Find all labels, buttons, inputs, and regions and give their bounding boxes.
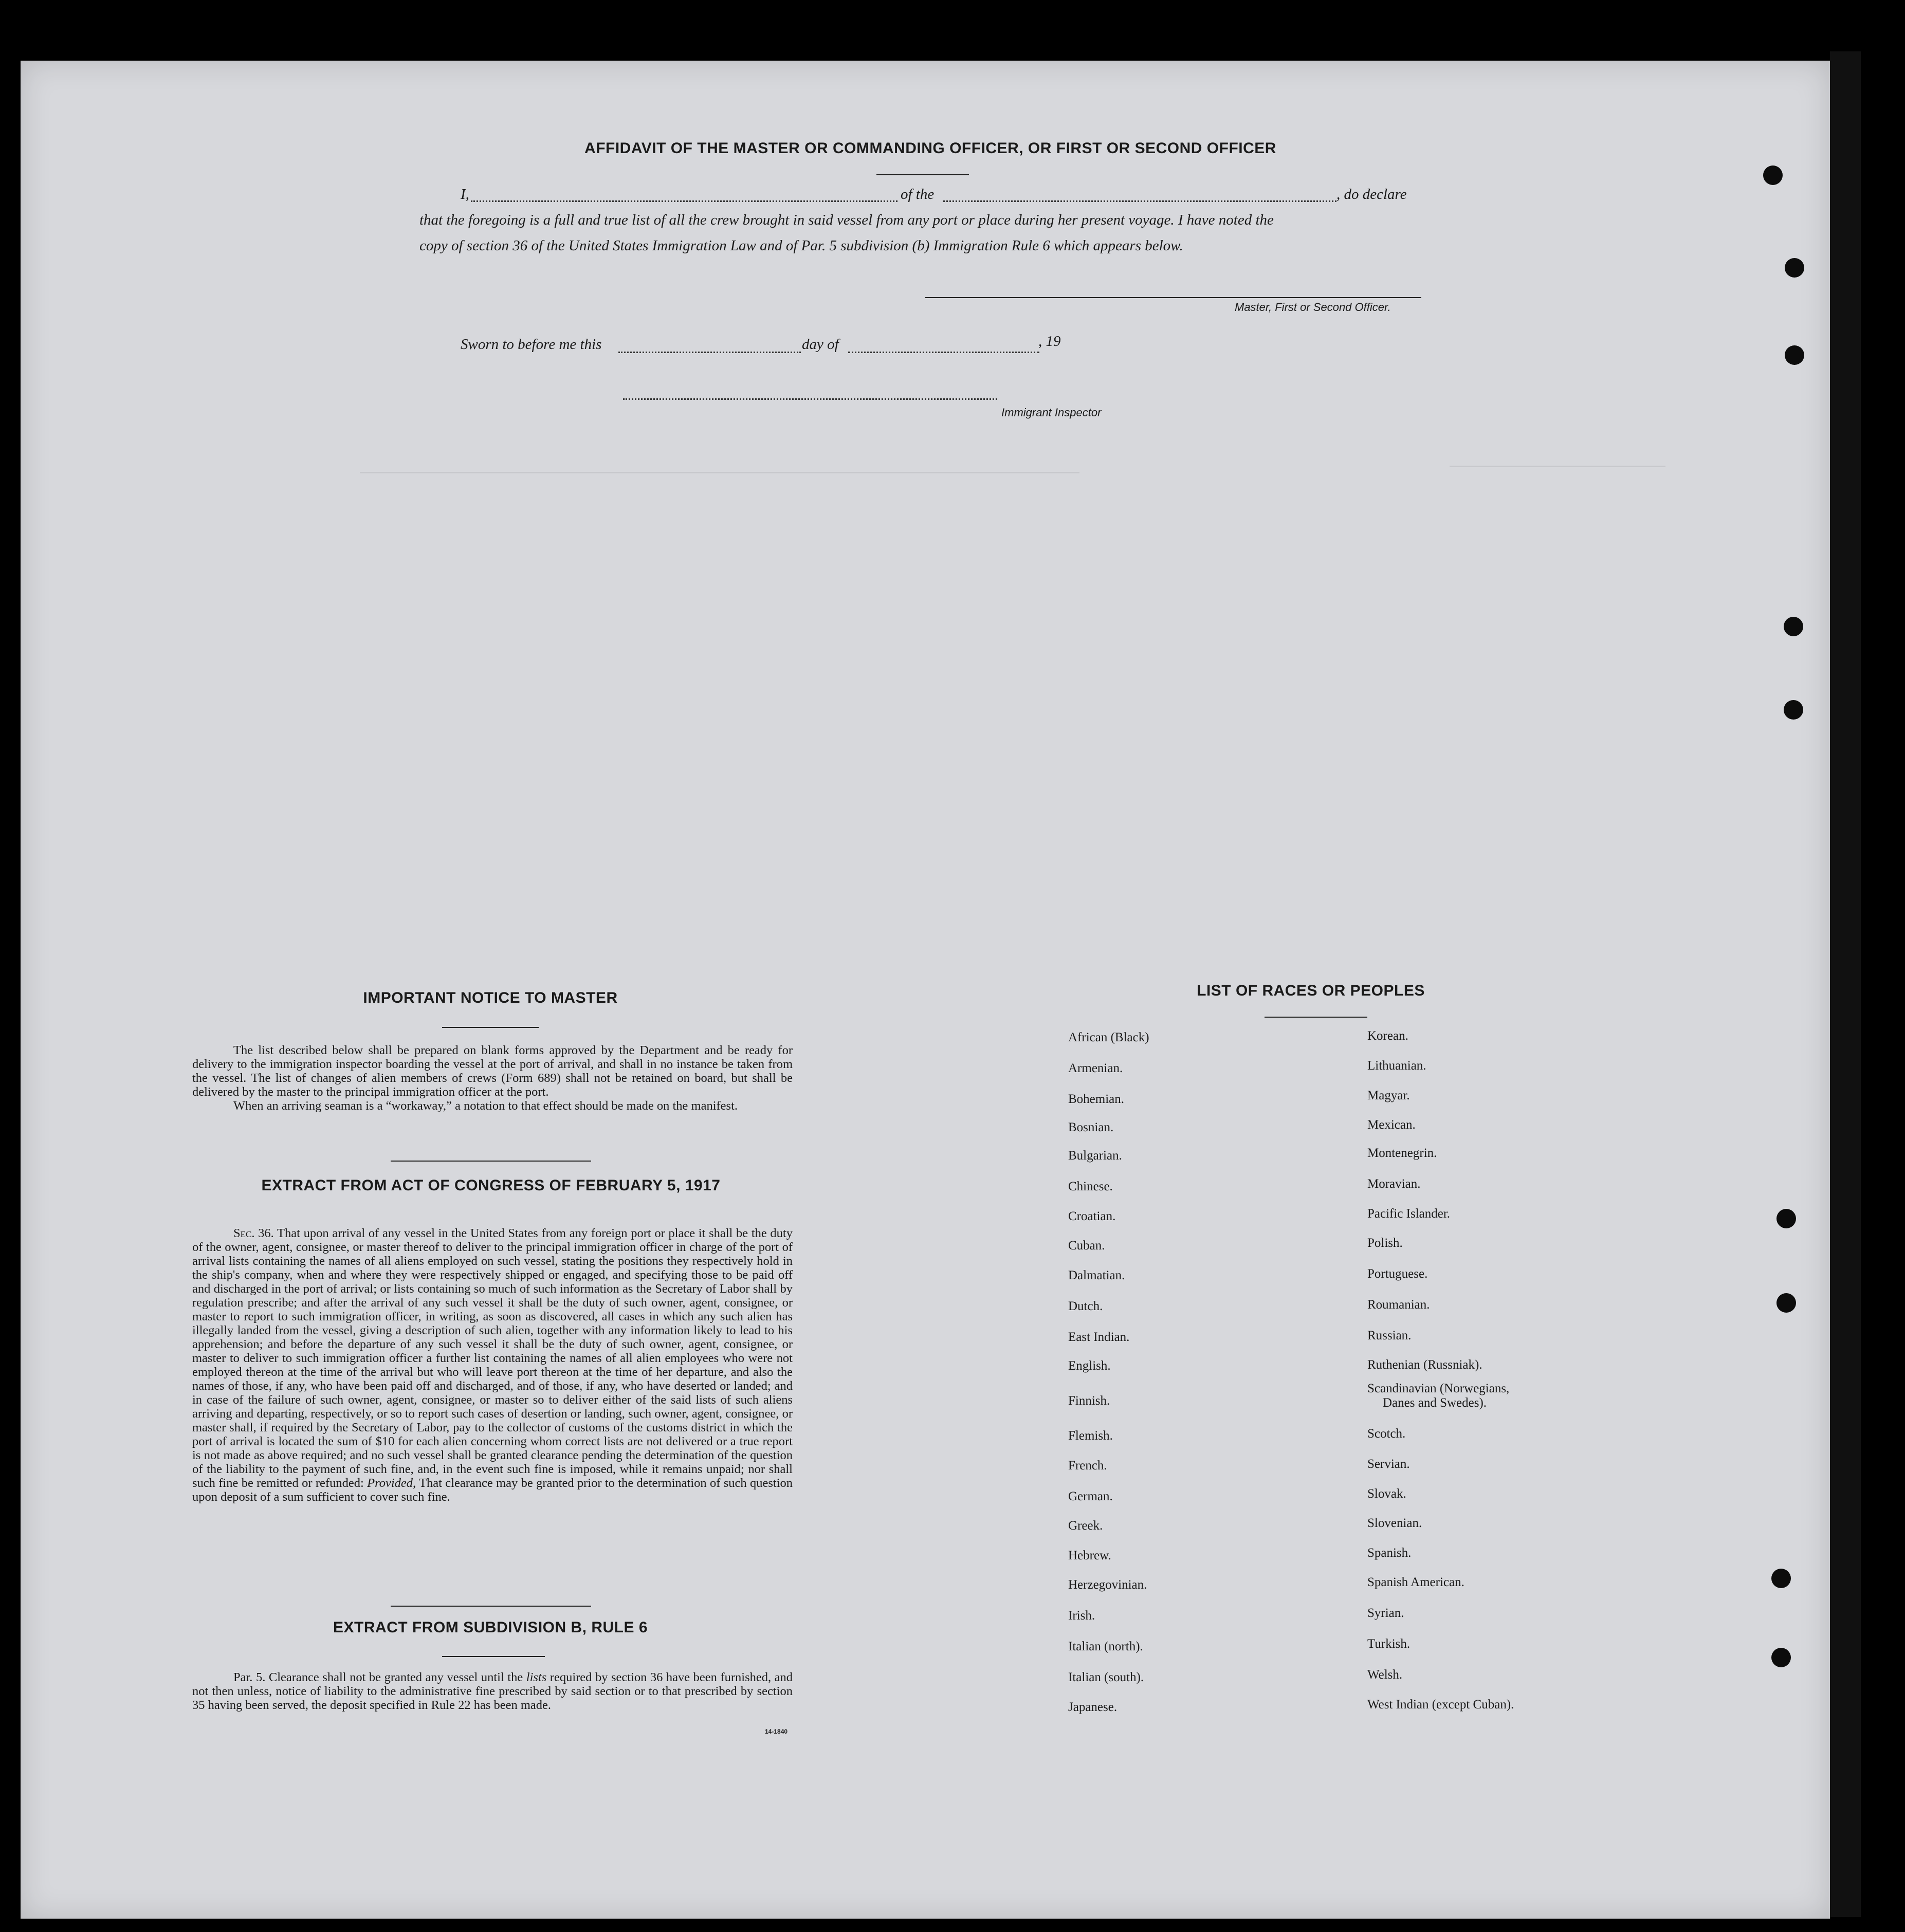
race-item-left: English. (1068, 1359, 1111, 1373)
race-item-right: West Indian (except Cuban). (1367, 1698, 1514, 1712)
race-item-right: Slovenian. (1367, 1516, 1422, 1530)
race-item-left: Herzegovinian. (1068, 1578, 1147, 1592)
race-item-left: Bosnian. (1068, 1120, 1114, 1134)
race-item-left: Finnish. (1068, 1394, 1110, 1408)
form-number: 14-1840 (765, 1728, 788, 1735)
sworn-prefix: Sworn to before me this (461, 336, 602, 353)
race-item-right: Roumanian. (1367, 1298, 1430, 1312)
bleed-through-mark (360, 472, 1079, 473)
rule-paragraph (192, 1670, 793, 1712)
sworn-date-field[interactable] (618, 352, 801, 353)
race-item-left: Bulgarian. (1068, 1149, 1122, 1163)
section-label: Sec. 36. (233, 1226, 274, 1240)
race-item-right: Scotch. (1367, 1427, 1406, 1441)
master-signature-line[interactable] (925, 297, 1421, 298)
section-36-text: That upon arrival of any vessel in the United States from any foreign port or place it shall be the duty of the owner, agent, consignee, or master thereof to deliver to the principal immigration officer in charge of the port of arrival lists containing the names of all aliens employed on such vessel, stating the positions they respectively hold in the ship's company, when and where they were respectively shipped or engaged, and specifying those to be paid off and discharged in the port of arrival; or lists containing so much of such information as the Secretary of Labor shall by regulation prescribe; and after the arrival of any such vessel it shall be the duty of such owner, agent, consignee, or master to report to such immigration officer, in writing, as soon as discovered, all cases in which any such alien has illegally landed from the vessel, giving a description of such alien, together with any information likely to lead to his apprehension; and before the departure of any such vessel it shall be the duty of such owner, agent, consignee, or master to deliver to such immigration officer a further list containing the names of all alien employees who were not employed thereon at the time of the arrival but who will leave port thereon at the time of her departure, and also the names of those, if any, who have been paid off and discharged, and of those, if any, who have deserted or landed; and in case of the failure of such owner, agent, consignee, or master so to deliver either of the said lists of such aliens arriving and departing, respectively, or so to report such cases of desertion or landing, such owner, agent, consignee, or master shall, if required by the Secretary of Labor, pay to the collector of customs of the customs district in which the port of arrival is located the sum of $10 for each alien concerning whom correct lists are not delivered or a true report is not made as above required; and no such vessel shall be granted clearance pending the determination of the question of the liability to the payment of such fine, and, in the event such fine is imposed, while it remains unpaid; nor shall such fine be remitted or refunded: (192, 1226, 793, 1490)
sworn-month-field[interactable] (848, 352, 1039, 353)
do-declare-label: , do declare (1336, 186, 1407, 203)
binder-hole-icon (1776, 1209, 1796, 1228)
declarant-name-field[interactable] (471, 200, 897, 202)
race-item-right: Slovak. (1367, 1487, 1406, 1501)
extract-rule-body (192, 1670, 793, 1712)
race-item-left: Hebrew. (1068, 1549, 1111, 1562)
inspector-label: Immigrant Inspector (1001, 406, 1102, 419)
sworn-year-label: , 19 (1038, 333, 1061, 349)
race-item-left: Japanese. (1068, 1700, 1118, 1714)
race-item-right: Polish. (1367, 1236, 1403, 1250)
race-item-left: Bohemian. (1068, 1092, 1125, 1106)
extract-act-title: EXTRACT FROM ACT OF CONGRESS OF FEBRUARY 5, 1917 (261, 1177, 721, 1194)
race-item-right: Korean. (1367, 1029, 1408, 1043)
race-item-left: Italian (north). (1068, 1640, 1143, 1653)
race-item-right: Servian. (1367, 1457, 1410, 1471)
bleed-through-mark (1450, 466, 1665, 467)
page-edge-shadow (1830, 51, 1861, 1917)
race-item-right: Magyar. (1367, 1089, 1410, 1102)
race-item-right: Scandinavian (Norwegians, (1367, 1382, 1510, 1395)
race-item-left: French. (1068, 1459, 1107, 1473)
affidavit-statement-line3: copy of section 36 of the United States Immigration Law and of Par. 5 subdivision (b) Immigration Rule 6 which appears below. (419, 237, 1183, 254)
race-item-left: Dalmatian. (1068, 1268, 1125, 1282)
inspector-signature-line[interactable] (623, 398, 997, 400)
section-divider (391, 1161, 591, 1162)
lists-word: lists (526, 1670, 547, 1684)
race-item-left: Flemish. (1068, 1429, 1113, 1443)
race-item-left: Dutch. (1068, 1299, 1103, 1313)
section-36-paragraph (192, 1226, 793, 1504)
notice-paragraph-1: The list described below shall be prepared on blank forms approved by the Department and be ready for delivery to the immigration inspector boarding the vessel at the port of arrival, and shall in no instance be taken from the vessel. The list of changes of alien members of crews (Form 689) shall not be retained on board, but shall be delivered by the master to the principal immigration officer at the port. (192, 1043, 793, 1099)
race-item-left: East Indian. (1068, 1330, 1130, 1344)
extract-rule-title-rule (442, 1656, 545, 1657)
race-item-left: Italian (south). (1068, 1670, 1144, 1684)
binder-hole-icon (1785, 345, 1804, 365)
extract-rule-title: EXTRACT FROM SUBDIVISION B, RULE 6 (333, 1619, 648, 1636)
extract-act-body (192, 1226, 793, 1504)
rule-text-a: Par. 5. Clearance shall not be granted any vessel until the (233, 1670, 523, 1684)
race-item-right: Portuguese. (1367, 1267, 1428, 1281)
race-item-left: German. (1068, 1489, 1113, 1503)
binder-hole-icon (1784, 700, 1803, 720)
notice-title-rule (442, 1027, 539, 1028)
binder-hole-icon (1785, 258, 1804, 278)
binder-hole-icon (1784, 617, 1803, 636)
race-item-right: Lithuanian. (1367, 1059, 1426, 1073)
affidavit-statement-line2: that the foregoing is a full and true list of all the crew brought in said vessel from any port or place during her present voyage. I have noted the (419, 212, 1274, 228)
race-item-left: Croatian. (1068, 1209, 1116, 1223)
binder-hole-icon (1763, 165, 1783, 185)
binder-hole-icon (1771, 1569, 1791, 1588)
race-item-left: Chinese. (1068, 1180, 1113, 1193)
notice-body (192, 1043, 793, 1113)
race-item-right: Russian. (1367, 1329, 1412, 1342)
race-item-right: Turkish. (1367, 1637, 1411, 1651)
race-item-right: Welsh. (1367, 1668, 1403, 1682)
races-title-rule (1265, 1017, 1367, 1018)
notice-title: IMPORTANT NOTICE TO MASTER (363, 989, 618, 1006)
binder-hole-icon (1771, 1648, 1791, 1667)
section-divider (391, 1606, 591, 1607)
vessel-name-field[interactable] (943, 200, 1336, 202)
binder-hole-icon (1776, 1293, 1796, 1313)
rule-text-b: required by section 36 have been furnished, and not then unless, notice of liability to the administrative fine prescribed by said section or to that prescribed by section 35 having been served, the deposit specified in Rule 22 has been made. (192, 1670, 793, 1712)
affidavit-title-rule (876, 174, 969, 175)
race-item-left: Irish. (1068, 1609, 1095, 1623)
race-item-right: Syrian. (1367, 1606, 1404, 1620)
section-36-text-end: That clearance may be granted prior to the determination of such question upon deposit of a sum sufficient to cover such fine. (192, 1476, 793, 1504)
sworn-day-label: day of (802, 336, 839, 353)
declarant-prefix: I, (461, 186, 469, 203)
race-item-right: Spanish. (1367, 1546, 1412, 1560)
race-item-left: Greek. (1068, 1519, 1103, 1533)
race-item-left: Armenian. (1068, 1061, 1123, 1075)
provided-word: Provided, (367, 1476, 416, 1490)
race-item-right: Pacific Islander. (1367, 1207, 1451, 1221)
races-title: LIST OF RACES OR PEOPLES (1197, 982, 1425, 999)
race-item-right: Spanish American. (1367, 1575, 1464, 1589)
affidavit-title: AFFIDAVIT OF THE MASTER OR COMMANDING OFFICER, OR FIRST OR SECOND OFFICER (584, 140, 1276, 157)
of-the-label: of the (901, 186, 935, 203)
race-item-continuation: Danes and Swedes). (1383, 1396, 1487, 1410)
race-item-right: Moravian. (1367, 1177, 1421, 1191)
master-signature-label: Master, First or Second Officer. (1235, 301, 1391, 314)
race-item-right: Montenegrin. (1367, 1146, 1437, 1160)
notice-paragraph-2: When an arriving seaman is a “workaway,” a notation to that effect should be made on the manifest. (233, 1099, 738, 1113)
race-item-left: African (Black) (1068, 1031, 1149, 1044)
race-item-left: Cuban. (1068, 1239, 1105, 1253)
race-item-right: Mexican. (1367, 1118, 1416, 1132)
race-item-right: Ruthenian (Russniak). (1367, 1358, 1482, 1372)
